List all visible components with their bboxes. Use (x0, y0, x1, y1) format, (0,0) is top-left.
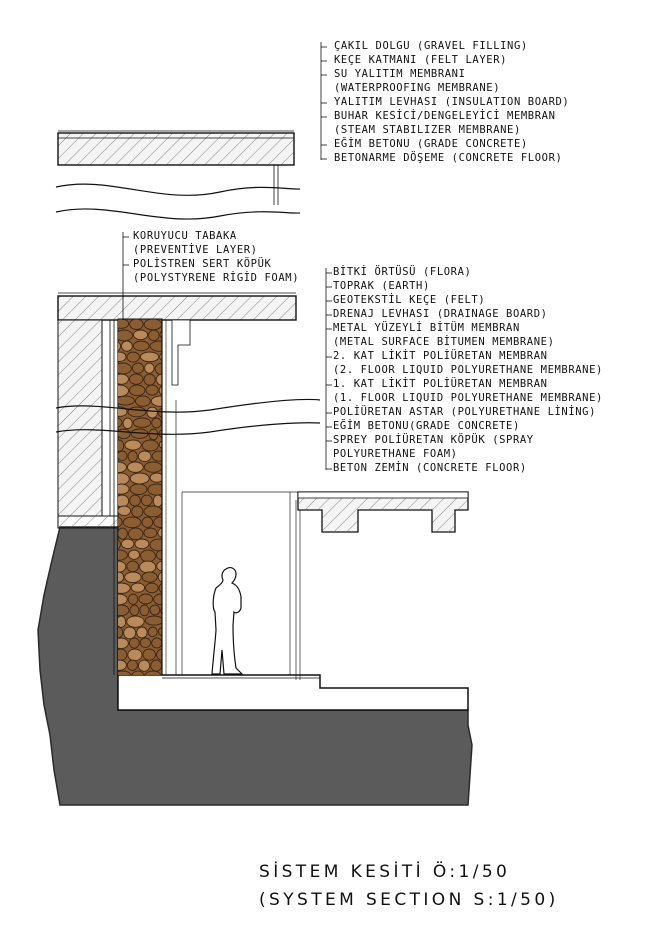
stone (141, 495, 152, 506)
foundation-slab (118, 675, 468, 710)
drawing-title-en: (SYSTEM SECTION S:1/50) (259, 890, 559, 910)
stone (135, 539, 149, 549)
floor-label-bitumen-en: (METAL SURFACE BİTUMEN MEMBRANE) (333, 336, 555, 348)
stone-wall (110, 319, 176, 681)
stone (141, 550, 156, 562)
stone (127, 660, 137, 670)
interior-lines (176, 400, 300, 680)
wall-label-preventive-en: (PREVENTİVE LAYER) (133, 244, 258, 256)
stone (142, 572, 157, 582)
right-floor-slab (298, 492, 468, 532)
wall-label-preventive: KORUYUCU TABAKA (133, 230, 237, 242)
stone (159, 440, 172, 449)
roof-label-grade-concrete: EĞİM BETONU (GRADE CONCRETE) (334, 138, 528, 150)
stone (123, 517, 141, 528)
stone (159, 583, 169, 593)
stone (158, 572, 168, 582)
stone (138, 451, 151, 462)
floor-label-spray-foam: SPREY POLİÜRETAN KÖPÜK (SPRAY (333, 434, 534, 446)
ground-mass (38, 527, 472, 805)
stone (125, 572, 141, 583)
floor-label-drainage: DRENAJ LEVHASI (DRAINAGE BOARD) (333, 308, 548, 320)
stone (111, 418, 122, 427)
floor-label-pu-1-en: (1. FLOOR LIQUID POLYURETHANE MEMBRANE) (333, 392, 603, 404)
stone (116, 330, 133, 341)
roof-label-waterproofing: SU YALITIM MEMBRANI (334, 68, 466, 80)
roof-label-concrete-floor: BETONARME DÖŞEME (CONCRETE FLOOR) (334, 152, 563, 164)
stone (117, 451, 127, 461)
stone (140, 605, 149, 616)
stone (118, 528, 128, 539)
stone (115, 440, 124, 451)
stone (157, 561, 169, 571)
stone (112, 473, 129, 485)
stone (150, 605, 160, 615)
stone (148, 484, 166, 495)
stone (161, 605, 177, 617)
stone (132, 363, 143, 373)
stone (144, 319, 162, 330)
stone (115, 495, 129, 507)
stone (132, 506, 143, 517)
stone (152, 638, 162, 648)
roof-slab (58, 131, 294, 205)
stone (140, 352, 158, 362)
stone (155, 363, 170, 375)
stone (152, 451, 166, 461)
floor-label-pu-2-en: (2. FLOOR LIQUID POLYURETHANE MEMBRANE) (333, 364, 603, 376)
stone (125, 440, 141, 450)
wall-label-polystyrene: POLİSTREN SERT KÖPÜK (133, 258, 272, 270)
stone (152, 418, 162, 428)
stone (110, 385, 128, 397)
stone (148, 627, 157, 637)
stone (130, 495, 141, 506)
roof-label-gravel: ÇAKIL DOLGU (GRAVEL FILLING) (334, 40, 528, 52)
stone (114, 374, 128, 384)
stone (145, 363, 154, 373)
stone (128, 550, 139, 559)
stone (130, 319, 143, 330)
stone (128, 407, 146, 417)
floor-label-spray-foam-en: POLYURETHANE FOAM) (333, 448, 458, 460)
stone (130, 605, 139, 615)
stone (127, 561, 139, 572)
roof-label-insulation: YALITIM LEVHASI (INSULATION BOARD) (334, 96, 570, 108)
stone (142, 517, 153, 527)
stone (140, 561, 156, 573)
stone (121, 341, 132, 351)
roof-label-vapour-en: (STEAM STABILIZER MEMBRANE) (334, 124, 521, 136)
stone (142, 440, 158, 451)
stone (130, 385, 145, 396)
stone (140, 638, 150, 647)
stone (116, 396, 135, 405)
stone (133, 418, 150, 427)
stone (139, 594, 153, 604)
stone (127, 616, 144, 627)
stone (138, 660, 149, 671)
stone (117, 429, 130, 439)
floor-label-pu-2: 2. KAT LİKİT POLİÜRETAN MEMBRAN (333, 350, 548, 362)
stone (129, 638, 139, 648)
wall-label-polystyrene-en: (POLYSTYRENE RİGİD FOAM) (133, 272, 300, 284)
stone (145, 616, 163, 625)
stone (130, 473, 149, 484)
stone (144, 462, 162, 472)
floor-label-lining: POLİÜRETAN ASTAR (POLYURETHANE LİNİNG) (333, 406, 597, 418)
stone (114, 484, 130, 494)
stone (137, 627, 147, 638)
stone (158, 627, 170, 636)
stone (144, 506, 162, 517)
stone (115, 363, 132, 374)
floor-label-earth: TOPRAK (EARTH) (333, 280, 430, 292)
stone (129, 374, 143, 384)
roof-label-felt: KEÇE KATMANI (FELT LAYER) (334, 54, 508, 66)
stone (128, 451, 137, 462)
stone (149, 330, 160, 341)
stone (151, 396, 170, 406)
floor-label-felt: GEOTEKSTİL KEÇE (FELT) (333, 294, 486, 306)
floor-label-concrete-floor: BETON ZEMİN (CONCRETE FLOOR) (333, 462, 527, 474)
stone (118, 506, 131, 516)
stone (111, 462, 127, 472)
roof-label-waterproofing-en: (WATERPROOFING MEMBRANE) (334, 82, 501, 94)
stone (146, 583, 158, 593)
stone (127, 352, 140, 362)
drawing-title: SİSTEM KESİTİ Ö:1/50 (259, 862, 511, 882)
stone (123, 418, 132, 429)
stone (135, 396, 150, 406)
stone (117, 616, 126, 628)
roof-label-vapour: BUHAR KESİCİ/DENGELEYİCİ MEMBRAN (334, 110, 556, 122)
floor-label-flora: BİTKİ ÖRTÜSÜ (FLORA) (333, 266, 472, 278)
break-lines-upper (56, 184, 300, 219)
stone (147, 407, 158, 418)
stone (124, 627, 136, 639)
stone (128, 649, 142, 661)
stone (156, 550, 169, 560)
floor-label-grade-concrete: EĞİM BETONU(GRADE CONCRETE) (333, 420, 520, 432)
stone (154, 517, 167, 528)
stone (144, 374, 155, 385)
stone (146, 385, 158, 395)
stone (131, 583, 144, 592)
stone (159, 385, 172, 396)
stone (128, 594, 138, 604)
human-figure-icon (212, 568, 242, 674)
stone (127, 462, 143, 472)
floor-label-bitumen: METAL YÜZEYLİ BİTÜM MEMBRAN (333, 322, 520, 334)
floor-label-pu-1: 1. KAT LİKİT POLİÜRETAN MEMBRAN (333, 378, 548, 390)
stone (150, 539, 168, 551)
stone (121, 539, 133, 549)
stone (151, 660, 162, 671)
stone (144, 528, 157, 538)
stone (114, 352, 126, 361)
stone (110, 341, 120, 351)
stone (128, 528, 143, 540)
stone (134, 330, 148, 340)
stone (153, 495, 162, 507)
stone (143, 649, 156, 660)
stone (133, 341, 149, 351)
stone (130, 484, 147, 495)
